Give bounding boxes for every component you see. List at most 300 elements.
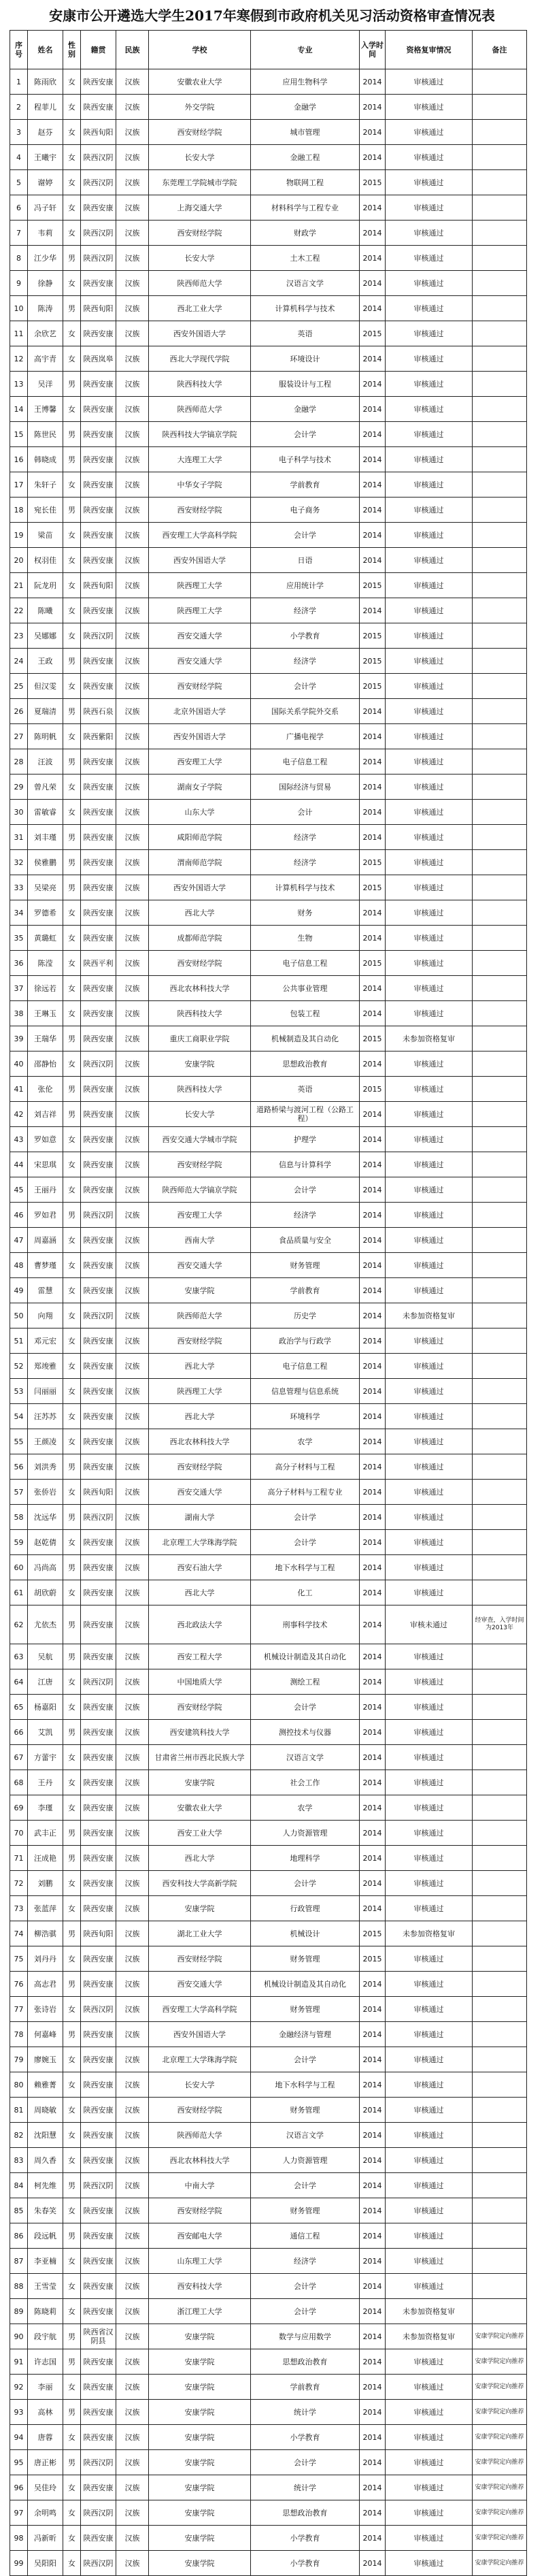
cell-index: 57: [10, 1480, 28, 1505]
table-row: [10, 1669, 527, 1695]
cell-gender: 男: [63, 2022, 81, 2047]
cell-school: 西北大学: [149, 1354, 251, 1379]
cell-remarks: [473, 749, 527, 775]
table-row: [10, 1846, 527, 1871]
cell-major: 城市管理: [251, 120, 360, 145]
cell-enroll-year: 2015: [360, 170, 386, 195]
cell-ethnicity: 汉族: [116, 1720, 149, 1745]
table-row: [10, 850, 527, 875]
cell-index: 16: [10, 447, 28, 472]
cell-enroll-year: 2015: [360, 850, 386, 875]
cell-hometown: 陕西安康: [81, 321, 116, 346]
cell-gender: 女: [63, 2098, 81, 2123]
cell-review-status: 审核通过: [386, 2450, 473, 2475]
cell-remarks: [473, 1328, 527, 1354]
cell-remarks: [473, 1253, 527, 1278]
cell-school: 外交学院: [149, 95, 251, 120]
cell-gender: 女: [63, 573, 81, 598]
cell-gender: 男: [63, 1972, 81, 1997]
cell-major: 护理学: [251, 1127, 360, 1152]
cell-hometown: 陕西旬阳: [81, 573, 116, 598]
cell-index: 51: [10, 1328, 28, 1354]
cell-school: 北京外国语大学: [149, 699, 251, 724]
cell-review-status: 审核通过: [386, 2047, 473, 2072]
cell-gender: 男: [63, 2450, 81, 2475]
cell-name: 宋思琪: [28, 1152, 63, 1177]
cell-hometown: 陕西安康: [81, 2223, 116, 2249]
cell-hometown: 陕西汉阴: [81, 1669, 116, 1695]
cell-enroll-year: 2014: [360, 825, 386, 850]
cell-enroll-year: 2014: [360, 548, 386, 573]
header-name: 姓名: [28, 31, 63, 69]
cell-remarks: [473, 498, 527, 523]
cell-enroll-year: 2015: [360, 1921, 386, 1946]
cell-review-status: 审核通过: [386, 372, 473, 397]
cell-hometown: 陕西安康: [81, 548, 116, 573]
table-row: [10, 2274, 527, 2299]
cell-major: 应用生物科学: [251, 69, 360, 95]
table-row: [10, 1026, 527, 1051]
cell-gender: 女: [63, 95, 81, 120]
table-row: [10, 1278, 527, 1303]
cell-enroll-year: 2014: [360, 221, 386, 246]
cell-ethnicity: 汉族: [116, 1580, 149, 1605]
cell-ethnicity: 汉族: [116, 1505, 149, 1530]
table-row: [10, 1770, 527, 1795]
cell-school: 西安外国语大学: [149, 875, 251, 900]
cell-ethnicity: 汉族: [116, 649, 149, 674]
cell-enroll-year: 2014: [360, 498, 386, 523]
cell-review-status: 审核通过: [386, 623, 473, 649]
cell-review-status: 审核通过: [386, 1429, 473, 1454]
cell-hometown: 陕西安康: [81, 1896, 116, 1921]
cell-name: 赖雅菁: [28, 2072, 63, 2098]
cell-index: 19: [10, 523, 28, 548]
cell-school: 中南大学: [149, 2173, 251, 2198]
cell-remarks: [473, 1480, 527, 1505]
cell-review-status: 审核通过: [386, 951, 473, 976]
cell-name: 高林: [28, 2400, 63, 2425]
cell-index: 2: [10, 95, 28, 120]
cell-gender: 女: [63, 1530, 81, 1555]
cell-enroll-year: 2014: [360, 2148, 386, 2173]
cell-gender: 男: [63, 2349, 81, 2375]
cell-name: 王琳玉: [28, 1001, 63, 1026]
cell-remarks: [473, 1454, 527, 1480]
cell-major: 地下水科学与工程: [251, 2072, 360, 2098]
cell-gender: 女: [63, 1871, 81, 1896]
cell-major: 电子信息工程: [251, 749, 360, 775]
cell-index: 15: [10, 422, 28, 447]
cell-school: 西安财经学院: [149, 1695, 251, 1720]
cell-ethnicity: 汉族: [116, 674, 149, 699]
cell-school: 中国地质大学: [149, 1669, 251, 1695]
cell-major: 应用统计学: [251, 573, 360, 598]
cell-index: 55: [10, 1429, 28, 1454]
cell-remarks: [473, 372, 527, 397]
cell-gender: 女: [63, 1001, 81, 1026]
cell-name: 陈世民: [28, 422, 63, 447]
cell-enroll-year: 2014: [360, 2400, 386, 2425]
document-title: 安康市公开遴选大学生2017年寒假到市政府机关见习活动资格审查情况表: [49, 7, 495, 24]
cell-review-status: 审核通过: [386, 2425, 473, 2450]
cell-major: 机械设计制造及其自动化: [251, 1972, 360, 1997]
cell-gender: 女: [63, 2551, 81, 2576]
cell-review-status: 审核通过: [386, 1795, 473, 1821]
cell-index: 20: [10, 548, 28, 573]
cell-index: 96: [10, 2475, 28, 2500]
table-row: [10, 2249, 527, 2274]
cell-hometown: 陕西安康: [81, 1379, 116, 1404]
cell-school: 西安理工大学高科学院: [149, 523, 251, 548]
cell-review-status: 审核通过: [386, 699, 473, 724]
cell-ethnicity: 汉族: [116, 825, 149, 850]
cell-review-status: 审核通过: [386, 1745, 473, 1770]
cell-gender: 女: [63, 1795, 81, 1821]
cell-hometown: 陕西安康: [81, 2299, 116, 2324]
cell-enroll-year: 2014: [360, 1505, 386, 1530]
cell-review-status: 审核通过: [386, 397, 473, 422]
cell-enroll-year: 2015: [360, 1077, 386, 1102]
cell-gender: 女: [63, 548, 81, 573]
cell-major: 财务管理: [251, 1253, 360, 1278]
cell-major: 生物: [251, 926, 360, 951]
cell-major: 金融学: [251, 95, 360, 120]
cell-review-status: 审核通过: [386, 69, 473, 95]
cell-index: 5: [10, 170, 28, 195]
cell-gender: 女: [63, 321, 81, 346]
cell-enroll-year: 2014: [360, 1203, 386, 1228]
cell-name: 周晓敏: [28, 2098, 63, 2123]
cell-major: 统计学: [251, 2475, 360, 2500]
cell-ethnicity: 汉族: [116, 2198, 149, 2223]
cell-school: 西安外国语大学: [149, 2022, 251, 2047]
cell-school: 安康学院: [149, 2400, 251, 2425]
table-row: [10, 1253, 527, 1278]
table-row: [10, 1972, 527, 1997]
cell-index: 62: [10, 1605, 28, 1644]
cell-gender: 女: [63, 926, 81, 951]
cell-ethnicity: 汉族: [116, 69, 149, 95]
cell-major: 学前教育: [251, 1278, 360, 1303]
cell-ethnicity: 汉族: [116, 1253, 149, 1278]
cell-gender: 女: [63, 1695, 81, 1720]
cell-review-status: 审核通过: [386, 2022, 473, 2047]
cell-name: 宛长佳: [28, 498, 63, 523]
cell-gender: 女: [63, 674, 81, 699]
cell-review-status: 未参加资格复审: [386, 1026, 473, 1051]
cell-school: 长安大学: [149, 246, 251, 271]
cell-gender: 女: [63, 1152, 81, 1177]
header-gender: 性别: [63, 31, 81, 69]
cell-name: 夏瑞清: [28, 699, 63, 724]
cell-hometown: 陕西汉阴: [81, 623, 116, 649]
cell-gender: 男: [63, 1026, 81, 1051]
cell-enroll-year: 2014: [360, 2173, 386, 2198]
cell-enroll-year: 2014: [360, 2551, 386, 2576]
cell-review-status: 审核通过: [386, 170, 473, 195]
cell-major: 学前教育: [251, 472, 360, 498]
cell-gender: 女: [63, 1354, 81, 1379]
cell-enroll-year: 2015: [360, 1026, 386, 1051]
cell-index: 89: [10, 2299, 28, 2324]
table-header-row: [10, 31, 527, 69]
cell-school: 陕西科技大学: [149, 372, 251, 397]
cell-name: 韩晓成: [28, 447, 63, 472]
cell-review-status: 审核通过: [386, 1555, 473, 1580]
table-row: [10, 2324, 527, 2349]
cell-major: 金融学: [251, 397, 360, 422]
cell-review-status: 审核通过: [386, 271, 473, 296]
cell-review-status: 审核通过: [386, 2249, 473, 2274]
cell-remarks: 安康学院定向推荐: [473, 2425, 527, 2450]
cell-remarks: [473, 1846, 527, 1871]
table-row: [10, 548, 527, 573]
cell-hometown: 陕西安康: [81, 1001, 116, 1026]
cell-index: 48: [10, 1253, 28, 1278]
cell-enroll-year: 2014: [360, 1846, 386, 1871]
cell-school: 长安大学: [149, 145, 251, 170]
cell-remarks: 安康学院定向推荐: [473, 2349, 527, 2375]
cell-enroll-year: 2014: [360, 2299, 386, 2324]
cell-ethnicity: 汉族: [116, 1871, 149, 1896]
cell-major: 国际经济与贸易: [251, 775, 360, 800]
cell-major: 化工: [251, 1580, 360, 1605]
cell-ethnicity: 汉族: [116, 850, 149, 875]
cell-remarks: [473, 1429, 527, 1454]
cell-hometown: 陕西安康: [81, 825, 116, 850]
cell-remarks: 安康学院定向推荐: [473, 2526, 527, 2551]
cell-major: 会计学: [251, 2173, 360, 2198]
cell-review-status: 审核通过: [386, 145, 473, 170]
table-row: [10, 649, 527, 674]
cell-enroll-year: 2014: [360, 1379, 386, 1404]
cell-name: 陈明帆: [28, 724, 63, 749]
cell-major: 行政管理: [251, 1896, 360, 1921]
cell-gender: 男: [63, 498, 81, 523]
cell-enroll-year: 2014: [360, 447, 386, 472]
cell-major: 会计学: [251, 2047, 360, 2072]
cell-enroll-year: 2014: [360, 1605, 386, 1644]
cell-ethnicity: 汉族: [116, 775, 149, 800]
cell-major: 会计学: [251, 1177, 360, 1203]
cell-gender: 男: [63, 1921, 81, 1946]
cell-name: 高志君: [28, 1972, 63, 1997]
cell-index: 93: [10, 2400, 28, 2425]
cell-hometown: 陕西安康: [81, 1278, 116, 1303]
cell-ethnicity: 汉族: [116, 1795, 149, 1821]
cell-gender: 女: [63, 1253, 81, 1278]
table-row: [10, 1505, 527, 1530]
cell-major: 会计学: [251, 1505, 360, 1530]
cell-name: 汪波: [28, 749, 63, 775]
cell-review-status: 未参加资格复审: [386, 2299, 473, 2324]
cell-index: 78: [10, 2022, 28, 2047]
cell-school: 浙江理工大学: [149, 2299, 251, 2324]
cell-ethnicity: 汉族: [116, 2475, 149, 2500]
cell-remarks: [473, 850, 527, 875]
cell-hometown: 陕西安康: [81, 900, 116, 926]
cell-gender: 女: [63, 724, 81, 749]
cell-remarks: [473, 1555, 527, 1580]
cell-gender: 女: [63, 2500, 81, 2526]
cell-index: 41: [10, 1077, 28, 1102]
cell-name: 江唐: [28, 1669, 63, 1695]
cell-enroll-year: 2014: [360, 1429, 386, 1454]
table-row: [10, 951, 527, 976]
cell-name: 唐蓉: [28, 2425, 63, 2450]
cell-review-status: 审核通过: [386, 825, 473, 850]
cell-school: 安康学院: [149, 1278, 251, 1303]
cell-index: 42: [10, 1102, 28, 1127]
cell-review-status: 审核通过: [386, 2526, 473, 2551]
cell-gender: 女: [63, 2249, 81, 2274]
cell-enroll-year: 2014: [360, 1871, 386, 1896]
cell-ethnicity: 汉族: [116, 447, 149, 472]
cell-remarks: [473, 2148, 527, 2173]
cell-ethnicity: 汉族: [116, 1001, 149, 1026]
cell-remarks: [473, 1669, 527, 1695]
cell-remarks: [473, 1695, 527, 1720]
cell-name: 陈晓莉: [28, 2299, 63, 2324]
table-row: [10, 170, 527, 195]
cell-hometown: 陕西安康: [81, 1644, 116, 1669]
cell-major: 材料科学与工程专业: [251, 195, 360, 221]
cell-school: 西北大学: [149, 1846, 251, 1871]
cell-index: 82: [10, 2123, 28, 2148]
cell-remarks: [473, 1530, 527, 1555]
table-row: [10, 900, 527, 926]
cell-gender: 女: [63, 1896, 81, 1921]
cell-ethnicity: 汉族: [116, 976, 149, 1001]
table-row: [10, 2349, 527, 2375]
cell-gender: 男: [63, 1644, 81, 1669]
cell-major: 广播电视学: [251, 724, 360, 749]
cell-name: 江少华: [28, 246, 63, 271]
cell-hometown: 陕西安康: [81, 1795, 116, 1821]
cell-gender: 女: [63, 1580, 81, 1605]
cell-ethnicity: 汉族: [116, 1051, 149, 1077]
cell-hometown: 陕西安康: [81, 1770, 116, 1795]
cell-review-status: 审核通过: [386, 2274, 473, 2299]
cell-major: 食品质量与安全: [251, 1228, 360, 1253]
cell-index: 6: [10, 195, 28, 221]
cell-major: 农学: [251, 1429, 360, 1454]
cell-hometown: 陕西安康: [81, 2098, 116, 2123]
cell-review-status: 审核通过: [386, 95, 473, 120]
cell-gender: 女: [63, 2475, 81, 2500]
cell-hometown: 陕西安康: [81, 2022, 116, 2047]
cell-gender: 男: [63, 2223, 81, 2249]
cell-remarks: [473, 1278, 527, 1303]
table-row: [10, 2223, 527, 2249]
cell-gender: 女: [63, 900, 81, 926]
cell-major: 信息与计算科学: [251, 1152, 360, 1177]
table-row: [10, 2475, 527, 2500]
cell-school: 西北大学: [149, 900, 251, 926]
cell-ethnicity: 汉族: [116, 2375, 149, 2400]
cell-remarks: [473, 598, 527, 623]
cell-ethnicity: 汉族: [116, 321, 149, 346]
cell-name: 曾凡荣: [28, 775, 63, 800]
cell-review-status: 审核通过: [386, 775, 473, 800]
cell-gender: 男: [63, 1605, 81, 1644]
cell-remarks: [473, 1051, 527, 1077]
header-major: 专业: [251, 31, 360, 69]
cell-name: 沈远华: [28, 1505, 63, 1530]
cell-review-status: 审核通过: [386, 1480, 473, 1505]
cell-index: 61: [10, 1580, 28, 1605]
cell-hometown: 陕西汉阴: [81, 2500, 116, 2526]
cell-enroll-year: 2014: [360, 422, 386, 447]
cell-name: 王丹: [28, 1770, 63, 1795]
cell-major: 汉语言文学: [251, 1745, 360, 1770]
cell-hometown: 陕西汉阴: [81, 2551, 116, 2576]
cell-gender: 女: [63, 1278, 81, 1303]
cell-gender: 女: [63, 2375, 81, 2400]
cell-remarks: [473, 1972, 527, 1997]
cell-hometown: 陕西安康: [81, 976, 116, 1001]
cell-major: 会计学: [251, 2450, 360, 2475]
cell-enroll-year: 2014: [360, 1152, 386, 1177]
cell-major: 公共事业管理: [251, 976, 360, 1001]
cell-review-status: 审核通过: [386, 1102, 473, 1127]
cell-remarks: [473, 900, 527, 926]
cell-name: 赵乾倩: [28, 1530, 63, 1555]
cell-gender: 男: [63, 1846, 81, 1871]
cell-school: 安康学院: [149, 2475, 251, 2500]
cell-enroll-year: 2014: [360, 1972, 386, 1997]
cell-name: 曹梦瑾: [28, 1253, 63, 1278]
cell-ethnicity: 汉族: [116, 1644, 149, 1669]
cell-ethnicity: 汉族: [116, 2249, 149, 2274]
table-row: [10, 246, 527, 271]
cell-remarks: [473, 724, 527, 749]
table-row: [10, 2450, 527, 2475]
cell-enroll-year: 2014: [360, 523, 386, 548]
cell-major: 测控技术与仪器: [251, 1720, 360, 1745]
header-school: 学校: [149, 31, 251, 69]
cell-index: 81: [10, 2098, 28, 2123]
cell-remarks: [473, 195, 527, 221]
cell-gender: 男: [63, 749, 81, 775]
cell-school: 陕西理工大学: [149, 598, 251, 623]
cell-gender: 女: [63, 2274, 81, 2299]
cell-remarks: [473, 1203, 527, 1228]
cell-major: 物联网工程: [251, 170, 360, 195]
cell-enroll-year: 2014: [360, 2349, 386, 2375]
table-row: [10, 120, 527, 145]
cell-enroll-year: 2014: [360, 195, 386, 221]
cell-hometown: 陕西安康: [81, 2148, 116, 2173]
cell-index: 73: [10, 1896, 28, 1921]
cell-enroll-year: 2014: [360, 2223, 386, 2249]
cell-ethnicity: 汉族: [116, 2148, 149, 2173]
cell-major: 英语: [251, 321, 360, 346]
cell-index: 34: [10, 900, 28, 926]
cell-remarks: [473, 649, 527, 674]
cell-index: 58: [10, 1505, 28, 1530]
cell-ethnicity: 汉族: [116, 2400, 149, 2425]
cell-hometown: 陕西安康: [81, 271, 116, 296]
cell-index: 11: [10, 321, 28, 346]
cell-remarks: [473, 1644, 527, 1669]
cell-remarks: 安康学院定向推荐: [473, 2475, 527, 2500]
cell-index: 50: [10, 1303, 28, 1328]
cell-hometown: 陕西安康: [81, 1745, 116, 1770]
cell-hometown: 陕西旬阳: [81, 296, 116, 321]
cell-major: 会计学: [251, 523, 360, 548]
